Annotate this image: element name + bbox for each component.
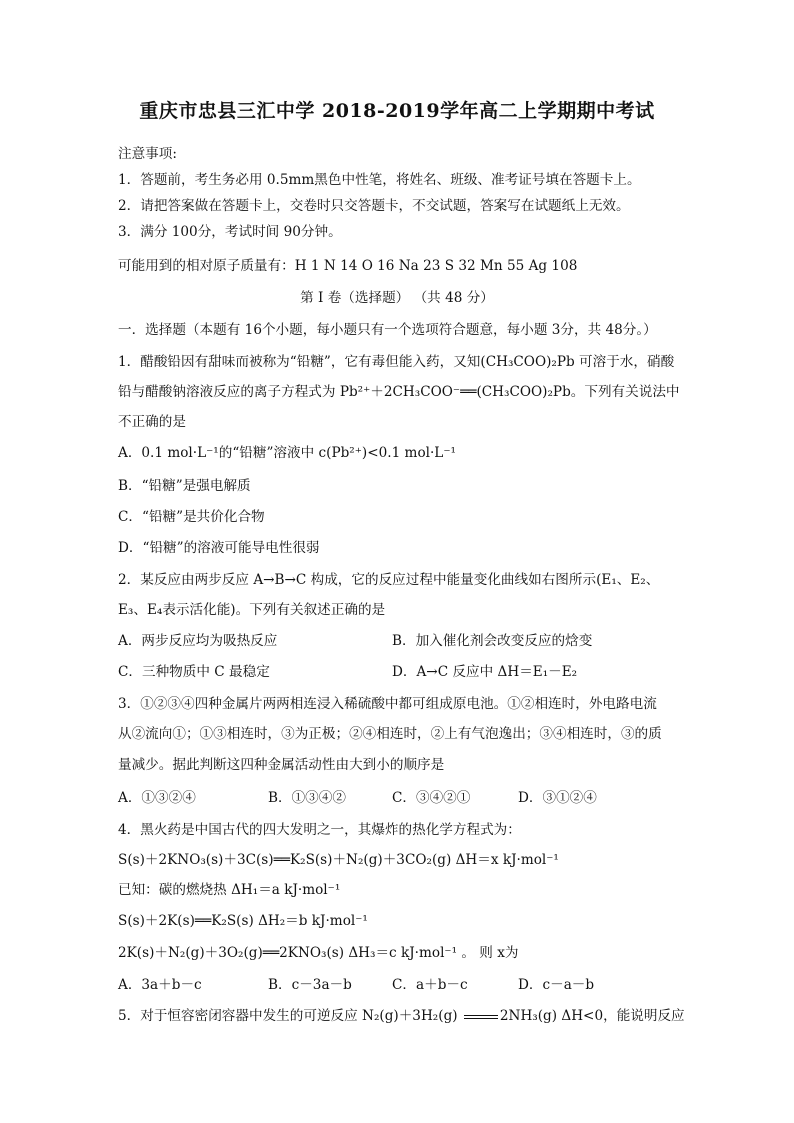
q2-option-c: C．三种物质中 C 最稳定 [118,664,270,680]
q4-equation: 2K(s)＋N₂(g)＋3O₂(g)══2KNO₃(s) ΔH₃＝c kJ·mol⁻¹ 。 则 x为 [118,945,519,961]
q4-stem-line: 4．黑火药是中国古代的四大发明之一，其爆炸的热化学方程式为： [118,822,521,838]
q3-option-b: B．①③④② [268,790,346,806]
q4-option-a: A．3a＋b－c [118,977,202,993]
atomic-masses: 可能用到的相对原子质量有：H 1 N 14 O 16 Na 23 S 32 Mn 55 Ag 108 [118,258,578,274]
notice-item: 2．请把答案做在答题卡上，交卷时只交答题卡，不交试题，答案写在试题纸上无效。 [118,198,630,214]
q2-stem-line: E₃、E₄表示活化能)。下列有关叙述正确的是 [118,602,386,618]
q1-stem-line: 铅与醋酸钠溶液反应的离子方程式为 Pb²⁺＋2CH₃COO⁻══(CH₃COO)₂Pb。下列有关说法中 [118,384,680,400]
q3-stem-line: 量减少。据此判断这四种金属活动性由大到小的顺序是 [118,757,445,773]
q4-option-c: C．a＋b－c [392,977,468,993]
q1-option-a: A．0.1 mol·L⁻¹的“铅糖”溶液中 c(Pb²⁺)<0.1 mol·L⁻¹ [118,445,456,461]
q1-stem-line: 不正确的是 [118,414,186,430]
notice-item: 3．满分 100分，考试时间 90分钟。 [118,224,342,240]
q3-option-a: A．①③②④ [118,790,196,806]
q5-stem-part: 2NH₃(g) ΔH<0，能说明反应 [499,1008,685,1024]
q2-option-a: A．两步反应均为吸热反应 [118,633,278,649]
q2-stem-line: 2．某反应由两步反应 A→B→C 构成，它的反应过程中能量变化曲线如右图所示(E₁、E₂、 [118,572,660,588]
q5-stem-line [118,1006,685,1026]
notice-item: 1．答题前，考生务必用 0.5mm黑色中性笔，将姓名、班级、准考证号填在答题卡上。 [118,172,641,188]
q3-option-d: D．③①②④ [518,790,597,806]
q3-stem-line: 3．①②③④四种金属片两两相连浸入稀硫酸中都可组成原电池。①②相连时，外电路电流 [118,696,657,712]
q4-option-b: B．c－3a－b [268,977,352,993]
q2-option-b: B．加入催化剂会改变反应的焓变 [392,633,593,649]
page-title: 重庆市忠县三汇中学 2018-2019学年高二上学期期中考试 [139,100,655,122]
q4-given: 已知：碳的燃烧热 ΔH₁＝a kJ·mol⁻¹ [118,882,341,898]
section-intro: 一．选择题（本题有 16个小题，每小题只有一个选项符合题意，每小题 3分，共 48分。） [118,322,657,338]
q3-stem-line: 从②流向①；①③相连时，③为正极；②④相连时，②上有气泡逸出；③④相连时，③的质 [118,726,662,742]
q1-option-d: D．“铅糖”的溶液可能导电性很弱 [118,540,320,556]
section-title: 第 I 卷（选择题） （共 48 分） [300,290,494,306]
q4-equation: S(s)＋2KNO₃(s)＋3C(s)══K₂S(s)＋N₂(g)＋3CO₂(g) ΔH＝x kJ·mol⁻¹ [118,852,559,868]
q5-stem-part: 5．对于恒容密闭容器中发生的可逆反应 N₂(g)＋3H₂(g) [118,1008,462,1024]
notice-heading: 注意事项: [118,146,177,162]
q1-option-b: B．“铅糖”是强电解质 [118,478,251,494]
equilibrium-arrow-icon [464,1012,498,1022]
q2-option-d: D．A→C 反应中 ΔH＝E₁－E₂ [392,664,578,680]
q1-option-c: C．“铅糖”是共价化合物 [118,509,265,525]
q4-equation: S(s)＋2K(s)══K₂S(s) ΔH₂＝b kJ·mol⁻¹ [118,913,368,929]
q3-option-c: C．③④②① [392,790,471,806]
q1-stem-line: 1．醋酸铅因有甜味而被称为“铅糖”，它有毒但能入药，又知(CH₃COO)₂Pb 可溶于水，硝酸 [118,354,675,370]
q4-option-d: D．c－a－b [518,977,595,993]
